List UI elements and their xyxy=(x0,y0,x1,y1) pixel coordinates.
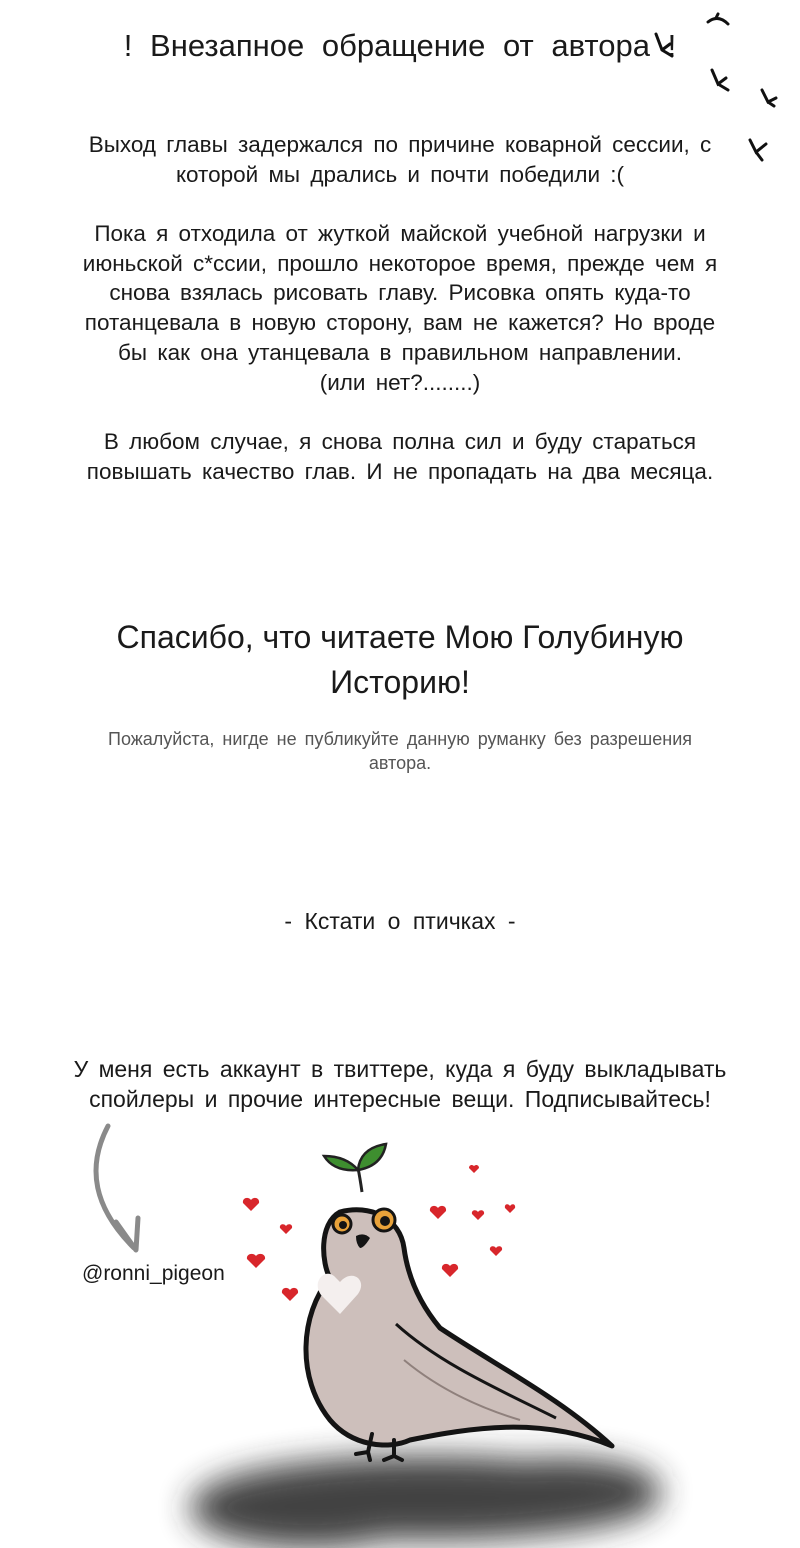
page-title: ! Внезапное обращение от автора ! xyxy=(123,28,677,63)
paragraph-drawing: Пока я отходила от жуткой майской учебной нагрузки и июньской с*ссии, прошло некоторое время, прежде чем я снова взялась рисовать главу. Рисовка опять куда-то потанцевала в новую сторону, вам не кажется? Но вроде бы как она утанцевала в правильном направлении. (или нет?........) xyxy=(82,221,718,395)
copyright-notice: Пожалуйста, нигде не публикуйте данную руманку без разрешения автора. xyxy=(108,729,692,773)
pigeon-body xyxy=(306,1210,612,1446)
pigeon-illustration xyxy=(0,1128,800,1548)
twitter-handle[interactable]: @ronni_pigeon xyxy=(82,1262,225,1285)
sprout-icon xyxy=(324,1144,386,1192)
ground-shadow xyxy=(190,1456,660,1548)
paragraph-promise: В любом случае, я снова полна сил и буду стараться повышать качество глав. И не пропадать на два месяца. xyxy=(86,429,714,484)
twitter-paragraph: У меня есть аккаунт в твиттере, куда я буду выкладывать спойлеры и прочие интересные вещи. Подписывайтесь! xyxy=(73,1056,727,1112)
birds-heading: - Кстати о птичках - xyxy=(284,908,516,934)
paragraph-delay: Выход главы задержался по причине коварной сессии, с которой мы дрались и почти победили :( xyxy=(88,132,712,187)
thanks-heading: Спасибо, что читаете Мою Голубиную Историю! xyxy=(116,619,684,700)
